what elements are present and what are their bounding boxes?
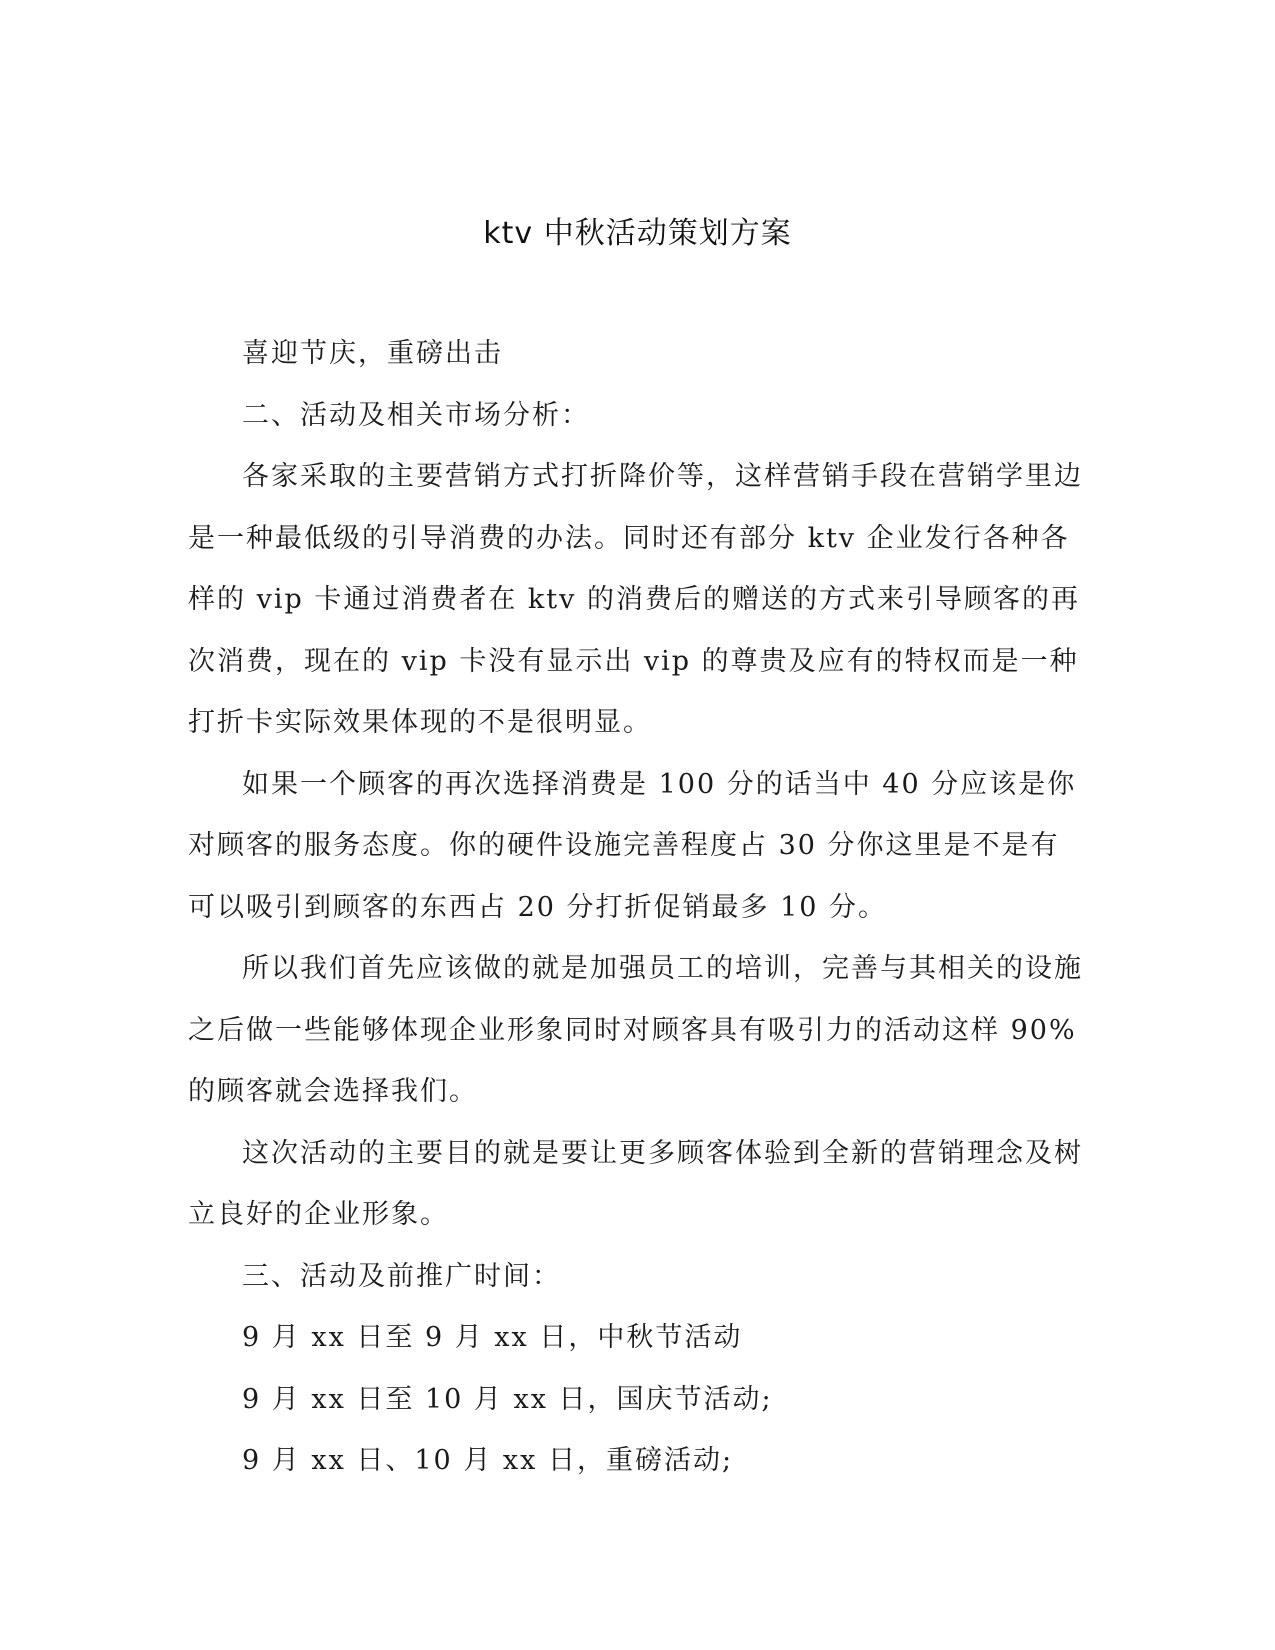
section-heading-market-analysis: 二、活动及相关市场分析： [242,399,590,431]
document-title: ktv 中秋活动策划方案 [483,216,792,251]
section-heading-schedule: 三、活动及前推广时间： [242,1260,561,1292]
schedule-item-major-event: 9 月 xx 日、10 月 xx 日，重磅活动; [242,1445,734,1476]
paragraph-slogan: 喜迎节庆，重磅出击 [242,338,503,369]
paragraph-customer-score: 如果一个顾客的再次选择消费是 100 分的话当中 40 分应该是你对顾客的服务态度。你的硬件设施完善程度占 30 分你这里是不是有可以吸引到顾客的东西占 20 分打折促销最多 10 分。 [188,768,1077,923]
paragraph-marketing-methods: 各家采取的主要营销方式打折降价等，这样营销手段在营销学里边是一种最低级的引导消费的办法。同时还有部分 ktv 企业发行各种各样的 vip 卡通过消费者在 ktv 的消费后的赠送的方式来引导顾客的再次消费，现在的 vip 卡没有显示出 vip 的尊贵及应有的特权而是一种打折卡实际效果体现的不是很明显。 [188,461,1083,738]
schedule-item-mid-autumn: 9 月 xx 日至 9 月 xx 日，中秋节活动 [242,1322,743,1353]
document-body [188,323,1088,1492]
schedule-item-national-day: 9 月 xx 日至 10 月 xx 日，国庆节活动; [242,1383,773,1415]
paragraph-activity-goal: 这次活动的主要目的就是要让更多顾客体验到全新的营销理念及树立良好的企业形象。 [188,1137,1083,1230]
paragraph-staff-training: 所以我们首先应该做的就是加强员工的培训，完善与其相关的设施之后做一些能够体现企业形象同时对顾客具有吸引力的活动这样 90%的顾客就会选择我们。 [188,953,1083,1107]
